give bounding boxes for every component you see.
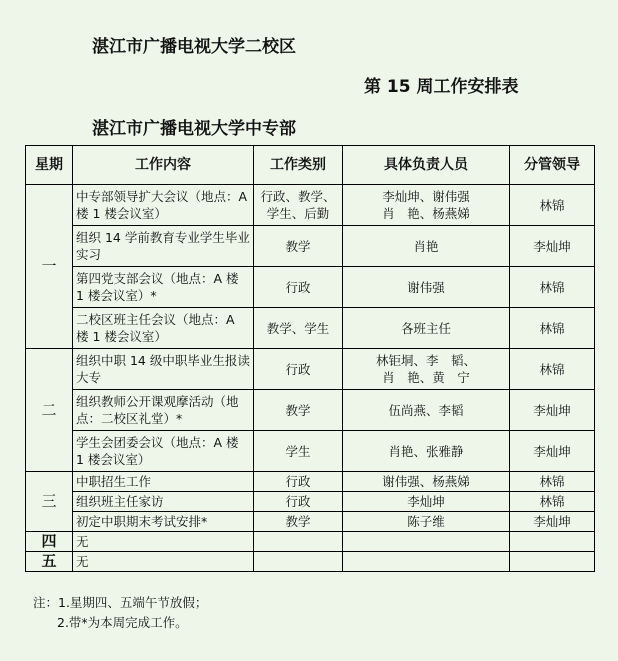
col-header-content: 工作内容 [73, 146, 254, 185]
col-header-category: 工作类别 [254, 146, 343, 185]
category-cell: 行政 [254, 472, 343, 492]
day-cell: 三 [26, 472, 73, 532]
table-row [26, 492, 595, 512]
day-cell: 二 [26, 349, 73, 472]
note-line-1: 注：1.星期四、五端午节放假； [33, 595, 208, 610]
people-cell: 肖艳、张雅静 [343, 431, 510, 472]
table-row [26, 267, 595, 308]
category-cell: 学生 [254, 431, 343, 472]
table-row [26, 390, 595, 431]
content-cell: 二校区班主任会议（地点：A 楼 1 楼会议室） [73, 308, 254, 349]
content-cell: 中职招生工作 [73, 472, 254, 492]
leader-cell: 林锦 [510, 185, 595, 226]
content-cell: 无 [73, 552, 254, 572]
day-cell: 五 [26, 552, 73, 572]
table-row [26, 552, 595, 572]
people-cell: 各班主任 [343, 308, 510, 349]
leader-cell: 李灿坤 [510, 431, 595, 472]
schedule-title: 第 15 周工作安排表 [364, 77, 519, 97]
leader-cell: 李灿坤 [510, 390, 595, 431]
category-cell: 行政、教学、 学生、后勤 [254, 185, 343, 226]
people-cell: 林钜垌、李 韬、 肖 艳、黄 宁 [343, 349, 510, 390]
people-cell: 李灿坤 [343, 492, 510, 512]
people-cell: 陈子维 [343, 512, 510, 532]
content-cell: 第四党支部会议（地点：A 楼 1 楼会议室）* [73, 267, 254, 308]
schedule-table [25, 145, 595, 572]
content-cell: 组织班主任家访 [73, 492, 254, 512]
people-cell: 肖艳 [343, 226, 510, 267]
content-cell: 中专部领导扩大会议（地点：A 楼 1 楼会议室） [73, 185, 254, 226]
category-cell: 教学、学生 [254, 308, 343, 349]
department-title: 湛江市广播电视大学中专部 [92, 119, 296, 139]
content-cell: 初定中职期末考试安排* [73, 512, 254, 532]
people-cell: 李灿坤、谢伟强 肖 艳、杨燕娣 [343, 185, 510, 226]
content-cell: 组织中职 14 级中职毕业生报读大专 [73, 349, 254, 390]
leader-cell: 李灿坤 [510, 512, 595, 532]
leader-cell: 李灿坤 [510, 226, 595, 267]
header-row [26, 146, 595, 185]
table-row [26, 472, 595, 492]
category-cell: 行政 [254, 492, 343, 512]
content-cell: 学生会团委会议（地点：A 楼 1 楼会议室） [73, 431, 254, 472]
school-title: 湛江市广播电视大学二校区 [92, 37, 296, 57]
content-cell: 无 [73, 532, 254, 552]
table-row [26, 532, 595, 552]
content-cell: 组织 14 学前教育专业学生毕业实习 [73, 226, 254, 267]
col-header-people: 具体负责人员 [343, 146, 510, 185]
leader-cell: 林锦 [510, 349, 595, 390]
leader-cell: 林锦 [510, 492, 595, 512]
table-row [26, 185, 595, 226]
category-cell [254, 552, 343, 572]
people-cell: 伍尚燕、李韬 [343, 390, 510, 431]
leader-cell: 林锦 [510, 472, 595, 492]
col-header-day: 星期 [26, 146, 73, 185]
table-row [26, 226, 595, 267]
content-cell: 组织教师公开课观摩活动（地点：二校区礼堂）* [73, 390, 254, 431]
category-cell: 教学 [254, 390, 343, 431]
table-row [26, 431, 595, 472]
people-cell [343, 552, 510, 572]
notes [33, 593, 207, 633]
people-cell [343, 532, 510, 552]
day-cell: 一 [26, 185, 73, 349]
category-cell: 教学 [254, 512, 343, 532]
table-row [26, 512, 595, 532]
category-cell [254, 532, 343, 552]
leader-cell: 林锦 [510, 267, 595, 308]
people-cell: 谢伟强、杨燕娣 [343, 472, 510, 492]
leader-cell [510, 552, 595, 572]
category-cell: 行政 [254, 349, 343, 390]
leader-cell [510, 532, 595, 552]
leader-cell: 林锦 [510, 308, 595, 349]
table-row [26, 308, 595, 349]
table-row [26, 349, 595, 390]
people-cell: 谢伟强 [343, 267, 510, 308]
note-line-2: 2.带*为本周完成工作。 [57, 615, 188, 630]
category-cell: 行政 [254, 267, 343, 308]
day-cell: 四 [26, 532, 73, 552]
category-cell: 教学 [254, 226, 343, 267]
col-header-leader: 分管领导 [510, 146, 595, 185]
